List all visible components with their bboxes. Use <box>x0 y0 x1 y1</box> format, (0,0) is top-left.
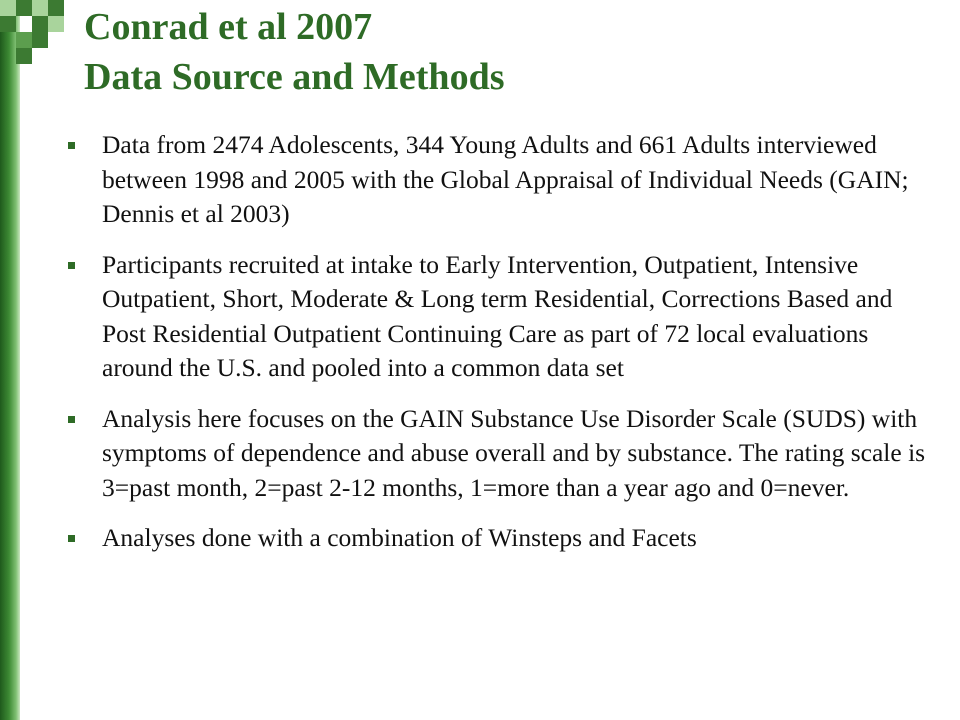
square-bullet-icon <box>68 535 75 542</box>
title-line-1: Conrad et al 2007 <box>84 6 373 48</box>
list-item <box>62 521 942 556</box>
bullet-text: Analysis here focuses on the GAIN Substance Use Disorder Scale (SUDS) with symptoms of dependence and abuse overall and by substance. The rating scale is 3=past month, 2=past 2-12 months, 1=more than a year ago and 0=never. <box>102 403 926 502</box>
title-line-2: Data Source and Methods <box>84 56 505 98</box>
list-item <box>62 248 942 386</box>
bullet-text: Analyses done with a combination of Winsteps and Facets <box>102 523 697 552</box>
checker-logo-icon <box>0 0 80 60</box>
square-bullet-icon <box>68 262 75 269</box>
page-title <box>84 2 505 102</box>
bullet-text: Participants recruited at intake to Early Intervention, Outpatient, Intensive Outpatient, Short, Moderate & Long term Residential, Corrections Based and Post Residential Outpatient Continuing Care as part of 72 local evaluations around the U.S. and pooled into a common data set <box>102 249 893 382</box>
bullet-text: Data from 2474 Adolescents, 344 Young Adults and 661 Adults interviewed between 1998 and 2005 with the Global Appraisal of Individual Needs (GAIN; Dennis et al 2003) <box>102 130 909 228</box>
list-item <box>62 128 942 232</box>
bullet-list <box>62 128 942 572</box>
square-bullet-icon <box>68 142 75 149</box>
square-bullet-icon <box>68 416 75 423</box>
side-gradient-band <box>0 0 20 720</box>
list-item <box>62 402 942 506</box>
